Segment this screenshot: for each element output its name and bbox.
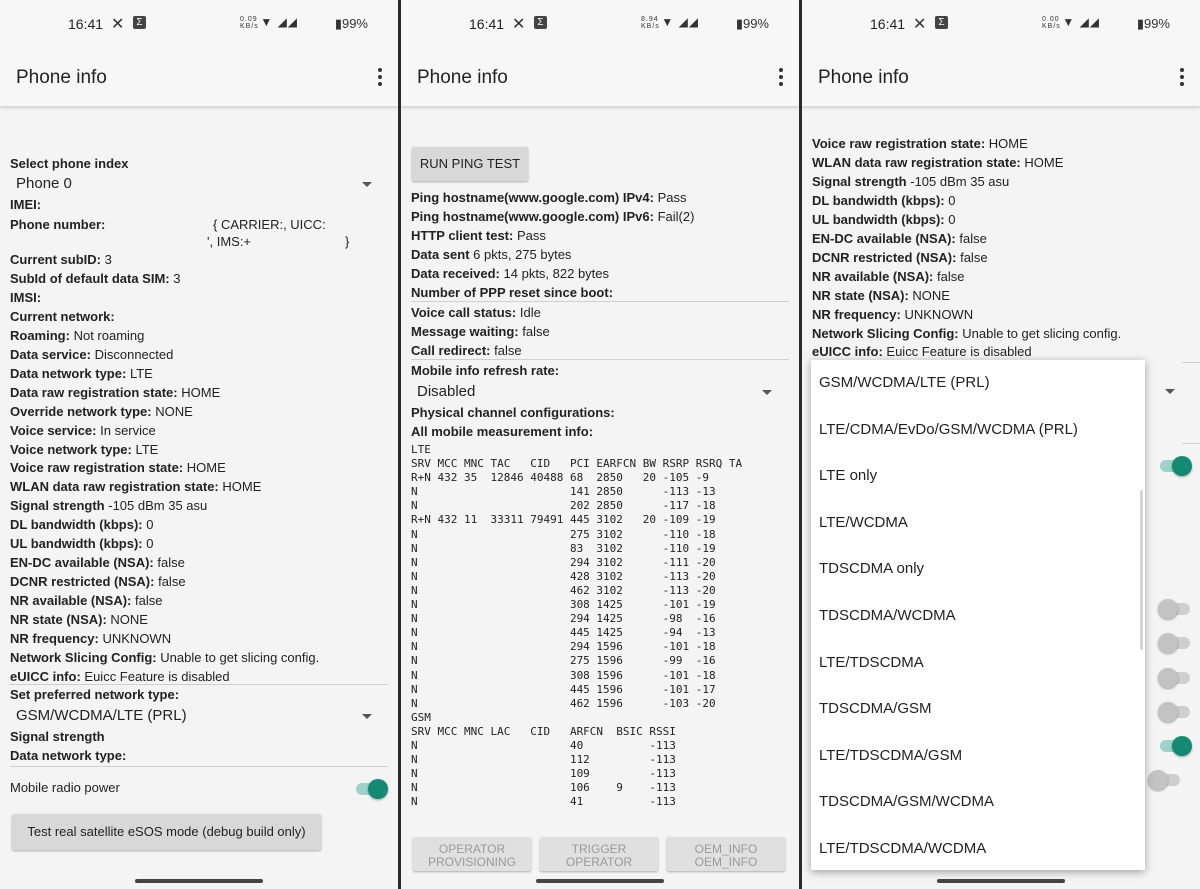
info-row-value: UNKNOWN [102,631,172,646]
trigger-operator-button[interactable]: TRIGGER OPERATOR [540,837,658,871]
info-row [10,612,148,628]
info-row-value: 6 pkts, 275 bytes [473,246,572,262]
info-row-value: false [158,574,186,590]
info-row-value: Not roaming [73,327,145,343]
info-row-label: DCNR restricted (NSA): [10,574,155,590]
info-row-label: Voice raw registration state: [812,136,986,151]
dropdown-option[interactable]: TDSCDMA/GSM [819,700,932,718]
info-row-value: Euicc Feature is disabled [84,668,230,684]
info-row-label: NR state (NSA): [10,612,107,628]
phone-info-screen-2 [401,0,799,889]
info-row-value: false [937,268,965,284]
gesture-nav-bar[interactable] [135,879,263,883]
info-row-label: Data sent [411,246,470,262]
divider [411,359,789,360]
divider [1182,443,1200,444]
toggle-switch[interactable] [1148,768,1182,790]
operator-provisioning-button[interactable]: OPERATOR PROVISIONING [413,837,531,871]
gesture-nav-bar[interactable] [536,879,664,883]
info-row [812,326,1121,342]
info-row [10,650,319,666]
info-row [812,193,956,209]
info-row-label: Network Slicing Config: [10,649,157,665]
dropdown-option[interactable]: LTE/TDSCDMA/GSM [819,746,963,764]
info-row-value: Pass [516,227,546,243]
dropdown-option[interactable]: LTE/TDSCDMA/WCDMA [819,840,987,857]
info-row [10,309,115,325]
run-ping-test-button[interactable]: RUN PING TEST [412,147,528,181]
info-row-value: false [959,230,987,246]
data-network-type-label: Data network type: [10,748,127,763]
info-row-label: Data raw registration state: [10,384,178,400]
measurement-info-text: LTE SRV MCC MNC TAC CID PCI EARFCN BW RSRP RSRQ TA R+N 432 35 12846 40488 68 2850 20 -105 -9 N 141 2850 -113 -13 N 202 2850 -117 -18 R+N 432 11 33311 79491 445 3102 20 -109 -19 N 275 3102 -110 -18 N 83 3102 -110 -19 N 294 3102 -111 -20 N 428 3102 -113 -20 N 462 3102 -113 -20 N 308 1425 -101 -19 N 294 1425 -98 -16 N 445 1425 -94 -13 N 294 1596 -101 -18 N 275 1596 -99 -16 N 308 1596 -101 -18 N 445 1596 -101 -17 N 462 1596 -103 -20 GSM SRV MCC MNC LAC CID ARFCN BSIC RSSI N 40 -113 N 112 -113 N 109 -113 N 106 9 -113 N 41 -113 [411,443,743,809]
info-row [812,212,956,228]
info-row-label: eUICC info: [812,344,883,360]
info-row-value: 3 [173,270,181,286]
info-row-label: EN-DC available (NSA): [10,555,154,571]
info-row [10,460,226,476]
app-bar [401,48,799,106]
status-icons [240,15,298,30]
info-row-value: LTE [135,441,159,457]
info-row-value: UNKNOWN [904,306,974,322]
dropdown-option[interactable]: LTE/CDMA/EvDo/GSM/WCDMA (PRL) [819,420,1078,438]
info-row-value: Pass [657,190,687,205]
status-bar [401,0,799,48]
toggle-switch[interactable] [1158,597,1192,619]
info-row [812,174,1009,190]
info-row-value: HOME [988,136,1028,151]
info-row-value: false [135,593,163,609]
wifi-icon: ▼ [1062,15,1076,29]
info-row [411,266,609,282]
info-row-value: 0 [948,211,956,227]
refresh-rate-select[interactable]: Disabled [417,383,476,400]
info-row-value: 0 [948,192,956,208]
info-row [411,247,571,263]
info-row-label: NR available (NSA): [10,593,132,609]
info-row-label: Data received: [411,265,500,281]
battery-percent: 99% [1143,16,1170,31]
network-speed: 0.09 KB/s [240,15,259,30]
status-bar [0,0,398,48]
info-row-value: false [522,323,550,339]
divider [1182,362,1200,363]
divider [411,301,789,302]
status-time: 16:41 [68,16,104,32]
status-time: 16:41 [870,16,906,32]
info-row [812,136,1028,152]
info-row-label: Signal strength [812,173,907,189]
info-row-label: Data network type: [10,365,127,381]
info-row-label: Signal strength [10,498,105,514]
preferred-network-dropdown [811,360,1145,870]
info-row-label: DCNR restricted (NSA): [812,249,957,265]
info-row-value: Euicc Feature is disabled [886,344,1032,360]
info-row-label: Data service: [10,346,91,362]
info-row-label: Call redirect: [411,342,491,358]
measurement-info-label: All mobile measurement info: [411,424,594,439]
toggle-switch[interactable] [1158,700,1192,722]
page-title: Phone info [16,67,107,88]
network-speed: 0.00 KB/s [1042,15,1061,30]
mobile-radio-power-toggle[interactable] [354,777,388,799]
app-bar [0,48,398,106]
info-row-label: Current subID: [10,252,101,267]
info-row [10,479,261,495]
dropdown-option[interactable]: LTE only [819,467,878,485]
info-row-value: LTE [129,365,153,381]
info-row-label: Voice raw registration state: [10,460,184,476]
info-content [401,106,799,889]
signal-icon: ◢◢ [277,15,299,29]
phone-info-screen-1 [0,0,398,889]
dropdown-option[interactable]: TDSCDMA/GSM/WCDMA [819,793,994,811]
phone-info-screen-3 [802,0,1200,889]
info-row [10,347,173,363]
chevron-down-icon[interactable] [762,390,772,395]
info-row-value: -105 dBm 35 asu [108,498,208,514]
info-row-value: 3 [104,252,112,267]
info-row-value: Disconnected [94,346,174,362]
info-row [812,288,950,304]
dropdown-option[interactable]: LTE/TDSCDMA [819,653,924,671]
info-row-label: Voice service: [10,422,97,438]
preferred-network-select[interactable]: GSM/WCDMA/LTE (PRL) [16,707,187,724]
info-row-value: Unable to get slicing config. [962,325,1122,341]
gesture-nav-bar[interactable] [937,879,1065,883]
refresh-rate-label: Mobile info refresh rate: [411,363,560,378]
info-row-value: In service [100,422,156,438]
info-row-value: false [494,342,522,358]
info-row-label: WLAN data raw registration state: [10,479,219,495]
info-row [10,252,112,268]
info-row [10,631,171,647]
battery-icon: ▮ [735,16,743,31]
info-row-value: Idle [519,305,541,320]
info-row [411,285,613,301]
info-row [10,536,154,552]
page-title: Phone info [818,67,909,88]
info-row-label: NR state (NSA): [812,287,909,303]
toggle-switch[interactable] [1158,734,1192,756]
info-row [812,231,987,247]
info-row-label: Ping hostname(www.google.com) IPv4: [411,190,654,205]
info-row-label: Voice network type: [10,441,132,457]
info-row-label: NR frequency: [812,306,901,322]
info-row-label: WLAN data raw registration state: [812,154,1021,170]
info-row-label: eUICC info: [10,668,81,684]
info-content [0,106,398,889]
imei-label: IMEI: [10,197,42,212]
info-row-value: false [960,249,988,265]
info-row [10,498,207,514]
info-row [812,250,988,266]
mobile-radio-power-label: Mobile radio power [10,780,120,795]
info-row-value: 0 [146,536,154,552]
phone-number-value: { CARRIER:, UICC: [213,217,326,232]
info-row-value: Fail(2) [657,208,695,224]
info-row-label: Roaming: [10,327,70,343]
info-row-value: Unable to get slicing config. [160,649,320,665]
info-row-label: Current network: [10,308,115,324]
status-icons [1042,15,1100,30]
status-bar [802,0,1200,48]
physical-channel-label: Physical channel configurations: [411,405,615,420]
battery-indicator [1137,16,1170,32]
info-row [10,574,186,590]
overflow-menu-icon[interactable] [378,68,382,89]
info-row [411,190,686,206]
info-row-label: NR available (NSA): [812,268,934,284]
info-row [10,290,41,306]
info-row [411,343,522,359]
battery-indicator [335,16,368,32]
battery-percent: 99% [742,16,769,31]
info-row [10,271,180,287]
battery-indicator [736,16,769,32]
network-speed: 8.94 KB/s [641,15,660,30]
page-title: Phone info [417,67,508,88]
dropdown-option[interactable]: LTE/WCDMA [819,513,908,531]
info-row-value: NONE [912,287,950,303]
info-row-label: EN-DC available (NSA): [812,230,956,246]
phone-number-value-ims: ', IMS:+ [207,234,252,249]
info-row-label: Override network type: [10,403,152,419]
info-row-label: IMSI: [10,289,42,305]
phone-number-value-end: } [345,234,350,249]
dropdown-scrollbar[interactable] [1140,490,1143,650]
info-row-label: Voice call status: [411,305,517,320]
info-row-label: DL bandwidth (kbps): [10,517,143,533]
info-row [812,307,973,323]
dropdown-option[interactable]: TDSCDMA only [819,560,925,578]
overflow-menu-icon[interactable] [1180,68,1184,89]
x-icon: ✕ [512,16,526,33]
info-row-label: Message waiting: [411,323,519,339]
info-row-label: DL bandwidth (kbps): [812,192,945,208]
info-row-label: NR frequency: [10,631,99,646]
toggle-switch[interactable] [1158,666,1192,688]
dropdown-option[interactable]: TDSCDMA/WCDMA [819,607,956,624]
wifi-icon: ▼ [260,15,274,29]
oem-info-button[interactable]: OEM_INFO OEM_INFO [667,837,785,871]
info-row-value: HOME [181,384,221,400]
info-row-value: false [157,555,185,571]
info-row-value: 0 [146,517,154,533]
overflow-menu-icon[interactable] [779,68,783,89]
signal-icon: ◢◢ [678,15,700,29]
info-row [10,517,154,533]
info-row-label: UL bandwidth (kbps): [10,536,143,552]
battery-icon: ▮ [334,16,342,31]
battery-percent: 99% [341,16,368,31]
info-row-label: Network Slicing Config: [812,325,959,341]
info-row [10,442,158,458]
info-row-label: UL bandwidth (kbps): [812,211,945,227]
chevron-down-icon[interactable] [362,182,372,187]
info-row-value: HOME [186,460,226,476]
info-row [812,269,964,285]
info-row-label: Number of PPP reset since boot: [411,284,614,300]
info-row [10,555,185,571]
sigma-icon: Σ [534,16,547,29]
status-time: 16:41 [469,16,505,32]
phone-index-select[interactable]: Phone 0 [16,175,72,192]
info-row [10,385,220,401]
info-row [411,305,541,321]
info-row [411,228,546,244]
wifi-icon: ▼ [661,15,675,29]
signal-icon: ◢◢ [1079,15,1101,29]
x-icon: ✕ [111,16,125,33]
mobile-radio-power-toggle[interactable] [1158,454,1192,476]
sigma-icon: Σ [133,16,146,29]
info-row-value: NONE [155,403,193,419]
info-row [411,324,550,340]
chevron-down-icon[interactable] [362,714,372,719]
signal-strength-label: Signal strength [10,729,105,744]
info-row [10,423,156,439]
info-row [10,593,162,609]
info-row-value: HOME [1024,154,1064,170]
info-row-label: HTTP client test: [411,227,514,243]
info-row [10,366,153,382]
app-bar [802,48,1200,106]
info-row [10,404,193,420]
info-row-value: NONE [110,612,148,628]
test-satellite-button[interactable]: Test real satellite eSOS mode (debug build only) [12,814,321,850]
divider [10,766,388,767]
phone-number-label: Phone number: [10,217,106,232]
x-icon: ✕ [913,16,927,33]
sigma-icon: Σ [935,16,948,29]
info-row-value: 14 pkts, 822 bytes [503,265,610,281]
info-row-value: -105 dBm 35 asu [910,173,1010,189]
divider [10,684,388,685]
toggle-switch[interactable] [1158,631,1192,653]
info-row [812,155,1063,171]
preferred-network-label: Set preferred network type: [10,687,180,702]
info-row [10,328,144,344]
chevron-down-icon[interactable] [1165,389,1175,394]
info-row-value: HOME [222,479,262,495]
battery-icon: ▮ [1136,16,1144,31]
select-phone-label: Select phone index [10,156,129,171]
info-row [411,209,694,225]
info-row-label: SubId of default data SIM: [10,270,170,286]
status-icons [641,15,699,30]
info-row-label: Ping hostname(www.google.com) IPv6: [411,208,654,224]
info-row [10,669,230,685]
dropdown-option[interactable]: GSM/WCDMA/LTE (PRL) [819,374,990,391]
info-row [812,344,1032,360]
